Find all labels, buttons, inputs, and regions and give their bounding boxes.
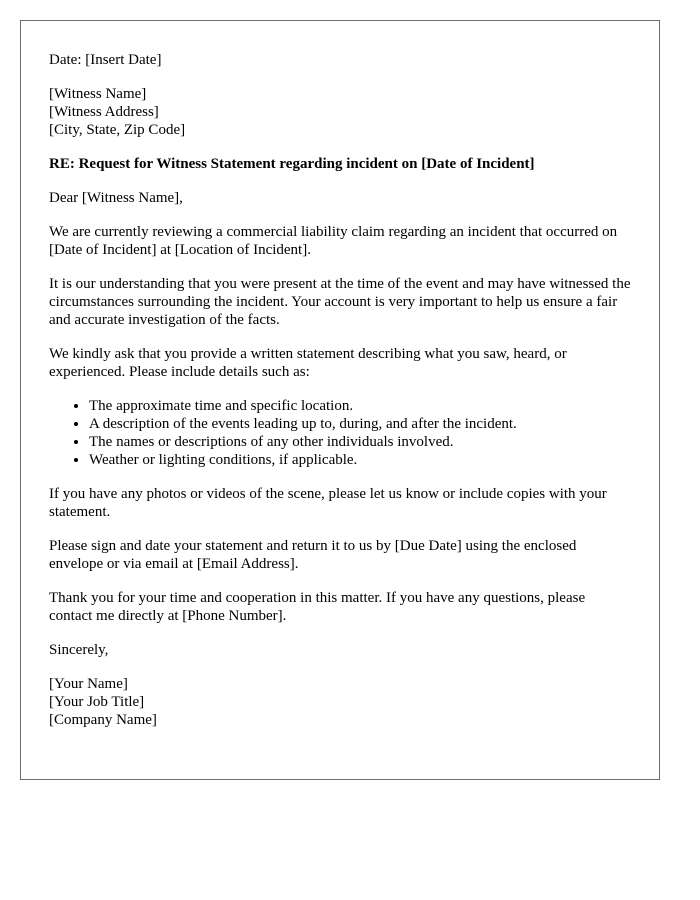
- closing-paragraph: Thank you for your time and cooperation in this matter. If you have any questions, please contact me directly at [Phone Number].: [49, 590, 586, 624]
- letter-page: [20, 20, 660, 780]
- sender-name: [Your Name]: [49, 676, 128, 692]
- recipient-block: [49, 85, 631, 139]
- details-list: [49, 397, 631, 469]
- salutation: Dear [Witness Name],: [49, 190, 183, 206]
- subject-line: RE: Request for Witness Statement regarding incident on [Date of Incident]: [49, 156, 535, 172]
- sign-off: Sincerely,: [49, 642, 109, 658]
- details-list-item: • The names or descriptions of any other individuals involved.: [89, 433, 631, 451]
- details-list-item: • A description of the events leading up to, during, and after the incident.: [89, 415, 631, 433]
- sender-title: [Your Job Title]: [49, 694, 145, 710]
- recipient-address: [Witness Address]: [49, 104, 159, 120]
- closing-paragraph: If you have any photos or videos of the scene, please let us know or include copies with your statement.: [49, 486, 607, 520]
- details-list-item: • Weather or lighting conditions, if applicable.: [89, 451, 631, 469]
- details-list-item: • The approximate time and specific location.: [89, 397, 631, 415]
- body-paragraph: We kindly ask that you provide a written statement describing what you saw, heard, or experienced. Please include details such as:: [49, 346, 567, 380]
- closing-paragraph: Please sign and date your statement and return it to us by [Due Date] using the enclosed envelope or via email at [Email Address].: [49, 538, 577, 572]
- date-line: Date: [Insert Date]: [49, 52, 162, 68]
- recipient-city-line: [City, State, Zip Code]: [49, 122, 186, 138]
- body-paragraph: It is our understanding that you were present at the time of the event and may have witnessed the circumstances surrounding the incident. Your account is very important to help us ensure a fair and accurate investigation of the facts.: [49, 276, 631, 328]
- recipient-name: [Witness Name]: [49, 86, 147, 102]
- body-paragraph: We are currently reviewing a commercial liability claim regarding an incident that occurred on [Date of Incident] at [Location of Incident].: [49, 224, 618, 258]
- sender-company: [Company Name]: [49, 712, 157, 728]
- sender-block: [49, 675, 631, 729]
